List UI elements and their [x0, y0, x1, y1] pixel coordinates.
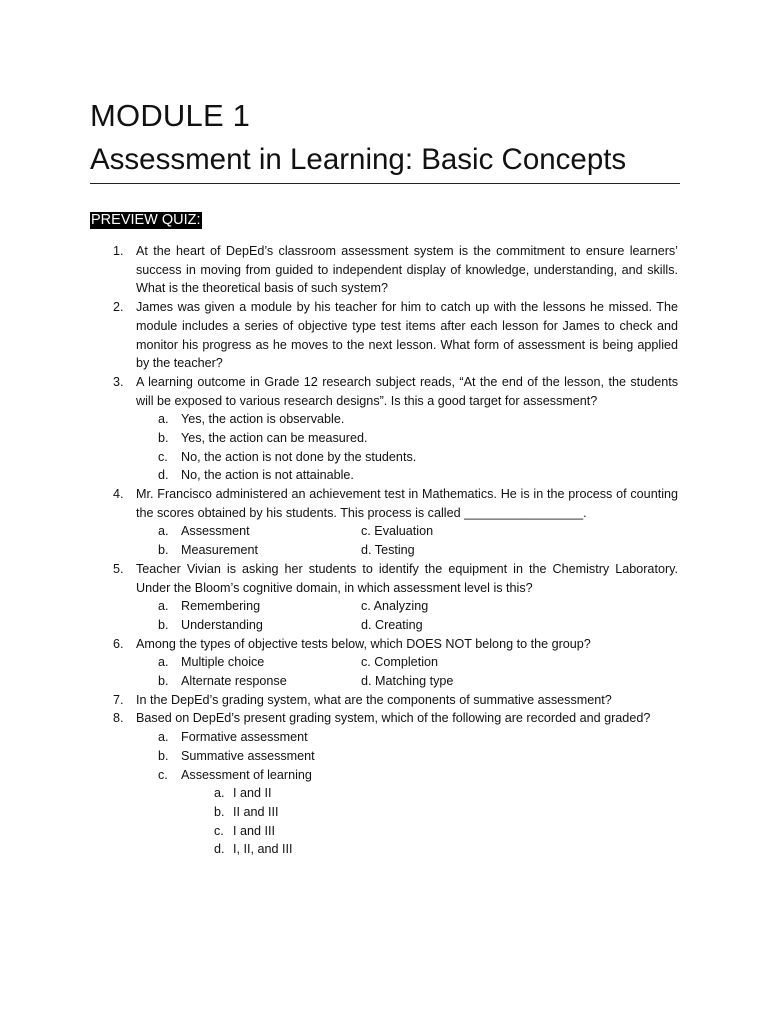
option-letter: a. — [158, 730, 169, 745]
option-letter: b. — [158, 748, 169, 763]
answer-option-row — [0, 541, 768, 560]
option-text: Summative assessment — [181, 748, 315, 763]
choice-letter: d. — [214, 842, 225, 857]
question-number: 8. — [113, 711, 124, 726]
option-text: Remembering — [181, 599, 261, 614]
option-letter: c. — [158, 767, 168, 782]
question-text: Among the types of objective tests below, which DOES NOT belong to the group? — [136, 636, 591, 651]
option-text: Assessment — [181, 524, 250, 539]
question-6 — [0, 635, 678, 654]
option-letter: a. — [158, 599, 169, 614]
answer-option — [0, 466, 768, 485]
title-divider — [90, 183, 680, 184]
question-5 — [0, 560, 678, 597]
question-7 — [0, 691, 678, 710]
option-letter: b. — [158, 543, 169, 558]
question-number: 3. — [113, 374, 124, 389]
question-8 — [0, 709, 678, 728]
option-letter: a. — [158, 524, 169, 539]
answer-option — [0, 410, 768, 429]
question-number: 7. — [113, 692, 124, 707]
answer-option-row — [0, 522, 768, 541]
module-title: MODULE 1 — [90, 98, 251, 133]
option-letter: b. — [158, 431, 169, 446]
option-letter: a. — [158, 655, 169, 670]
option-letter: b. — [158, 617, 169, 632]
question-text: In the DepEd’s grading system, what are the components of summative assessment? — [136, 692, 612, 707]
option-text: Formative assessment — [181, 730, 308, 745]
option-text: Alternate response — [181, 674, 287, 689]
option-text-right: d. Matching type — [361, 674, 454, 689]
answer-option — [0, 429, 768, 448]
option-text-right: d. Creating — [361, 617, 423, 632]
choice-text: I and III — [233, 823, 276, 838]
choice-letter: c. — [214, 823, 224, 838]
question-4 — [0, 485, 678, 522]
choice-text: I and II — [233, 786, 272, 801]
question-1 — [0, 242, 678, 298]
option-letter: a. — [158, 412, 169, 427]
option-letter: d. — [158, 468, 169, 483]
question-2 — [0, 298, 678, 373]
question-number: 6. — [113, 636, 124, 651]
option-text: Yes, the action is observable. — [181, 412, 345, 427]
answer-option — [0, 728, 768, 747]
answer-option — [0, 448, 768, 467]
option-text: Measurement — [181, 543, 258, 558]
question-3 — [0, 373, 678, 410]
answer-option-row — [0, 672, 768, 691]
question-text: A learning outcome in Grade 12 research subject reads, “At the end of the lesson, the students will be exposed to various research designs”. Is this a good target for assessment? — [136, 374, 678, 408]
answer-choice — [0, 784, 768, 803]
question-text: James was given a module by his teacher for him to catch up with the lessons he missed. The module includes a series of objective type test items after each lesson for James to check and monitor his progress as he moves to the next lesson. What form of assessment is being applied by the teacher? — [136, 300, 678, 371]
option-letter: c. — [158, 449, 168, 464]
option-text: No, the action is not attainable. — [181, 468, 354, 483]
question-number: 2. — [113, 300, 124, 315]
preview-quiz-label: PREVIEW QUIZ: — [91, 212, 201, 228]
answer-option-row — [0, 616, 768, 635]
choice-letter: a. — [214, 786, 225, 801]
answer-choice — [0, 840, 768, 859]
question-number: 4. — [113, 487, 124, 502]
choice-letter: b. — [214, 804, 225, 819]
option-text: Yes, the action can be measured. — [181, 431, 368, 446]
question-list — [0, 242, 768, 859]
option-text-right: c. Analyzing — [361, 599, 429, 614]
option-text: Assessment of learning — [181, 767, 312, 782]
answer-option-row — [0, 653, 768, 672]
choice-text: I, II, and III — [233, 842, 293, 857]
question-number: 1. — [113, 244, 124, 258]
answer-choice — [0, 803, 768, 822]
question-text: Mr. Francisco administered an achievement test in Mathematics. He is in the process of counting the scores obtained by his students. This process is called _________________. — [136, 487, 678, 520]
answer-option-row — [0, 597, 768, 616]
question-text: Teacher Vivian is asking her students to identify the equipment in the Chemistry Laboratory. Under the Bloom’s cognitive domain, in which assessment level is this? — [136, 561, 678, 595]
question-text: At the heart of DepEd’s classroom assessment system is the commitment to ensure learners’ success in moving from guided to independent display of knowledge, understanding, and skills. What is the theoretical basis of such system? — [136, 244, 678, 296]
answer-option — [0, 766, 768, 785]
option-text-right: d. Testing — [361, 543, 415, 558]
question-text: Based on DepEd’s present grading system, which of the following are recorded and graded? — [136, 711, 651, 726]
module-subtitle: Assessment in Learning: Basic Concepts — [90, 143, 627, 176]
option-text: Understanding — [181, 617, 263, 632]
option-text: Multiple choice — [181, 655, 265, 670]
choice-text: II and III — [233, 804, 279, 819]
question-number: 5. — [113, 561, 124, 576]
answer-option — [0, 747, 768, 766]
option-text: No, the action is not done by the students. — [181, 449, 417, 464]
option-text-right: c. Completion — [361, 655, 438, 670]
option-letter: b. — [158, 674, 169, 689]
answer-choice — [0, 822, 768, 841]
option-text-right: c. Evaluation — [361, 524, 434, 539]
